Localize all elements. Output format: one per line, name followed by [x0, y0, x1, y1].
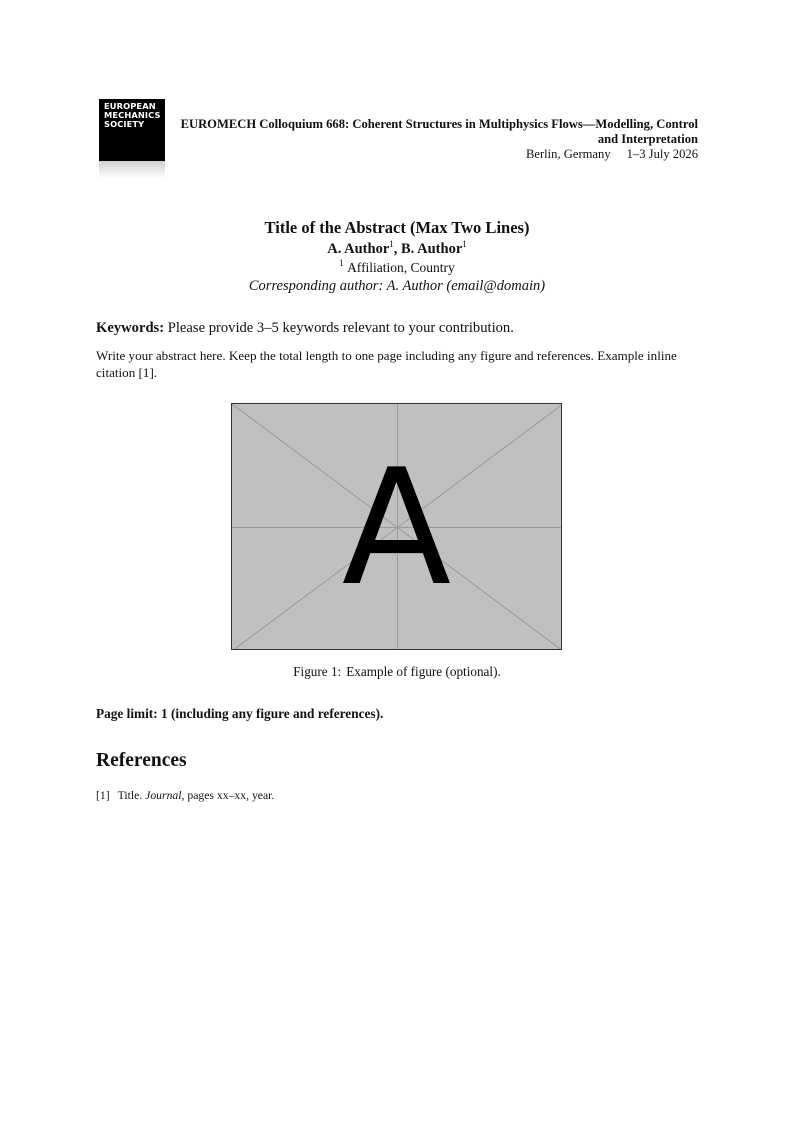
figure-caption [0, 664, 794, 680]
author-name: B. Author [401, 241, 463, 257]
page-limit-note: Page limit: 1 (including any figure and references). [96, 706, 384, 721]
keywords-text: Please provide 3–5 keywords relevant to your contribution. [167, 320, 514, 336]
reference-number: [1] [96, 789, 110, 802]
author-name: A. Author [327, 241, 390, 257]
affiliation-mark: 1 [339, 258, 344, 268]
figure-caption-label: Figure 1: [293, 664, 342, 679]
conference-dates: 1–3 July 2026 [626, 147, 698, 161]
logo-line: SOCIETY [104, 119, 145, 129]
author-list [0, 239, 794, 259]
figure-placeholder-letter: A [341, 434, 452, 621]
reference-item [96, 789, 274, 802]
logo-line: EUROPEAN [104, 101, 156, 111]
euromech-logo [99, 99, 165, 161]
corresponding-author: Corresponding author: A. Author (email@domain) [248, 278, 546, 294]
affiliation-mark: 1 [462, 239, 467, 249]
reference-details: , pages xx–xx, year. [181, 789, 275, 802]
logo-line: MECHANICS [104, 110, 161, 120]
reference-journal: Journal [145, 789, 182, 802]
affiliation-mark: 1 [389, 239, 394, 249]
conference-title-line2: and Interpretation [597, 132, 698, 146]
affiliation [0, 259, 794, 277]
figure-placeholder [231, 403, 562, 650]
author-separator: , [393, 241, 402, 257]
affiliation-text: Affiliation, Country [347, 260, 455, 275]
logo-text [104, 102, 161, 129]
conference-location-date [181, 147, 698, 162]
paper-title: Title of the Abstract (Max Two Lines) [264, 218, 530, 237]
keywords [96, 320, 514, 337]
conference-title-line1: EUROMECH Colloquium 668: Coherent Structures in Multiphysics Flows—Modelling, Control [180, 117, 698, 131]
abstract-body: Write your abstract here. Keep the total length to one page including any figure and references. Example inline citation [1]. [96, 348, 677, 380]
figure-caption-text: Example of figure (optional). [346, 664, 501, 679]
references-heading: References [96, 750, 187, 771]
title-block [0, 218, 794, 296]
reference-title: Title. [117, 789, 146, 802]
keywords-label: Keywords: [96, 320, 165, 336]
conference-header [181, 117, 698, 162]
logo-reflection [99, 161, 165, 179]
conference-location: Berlin, Germany [525, 147, 611, 161]
